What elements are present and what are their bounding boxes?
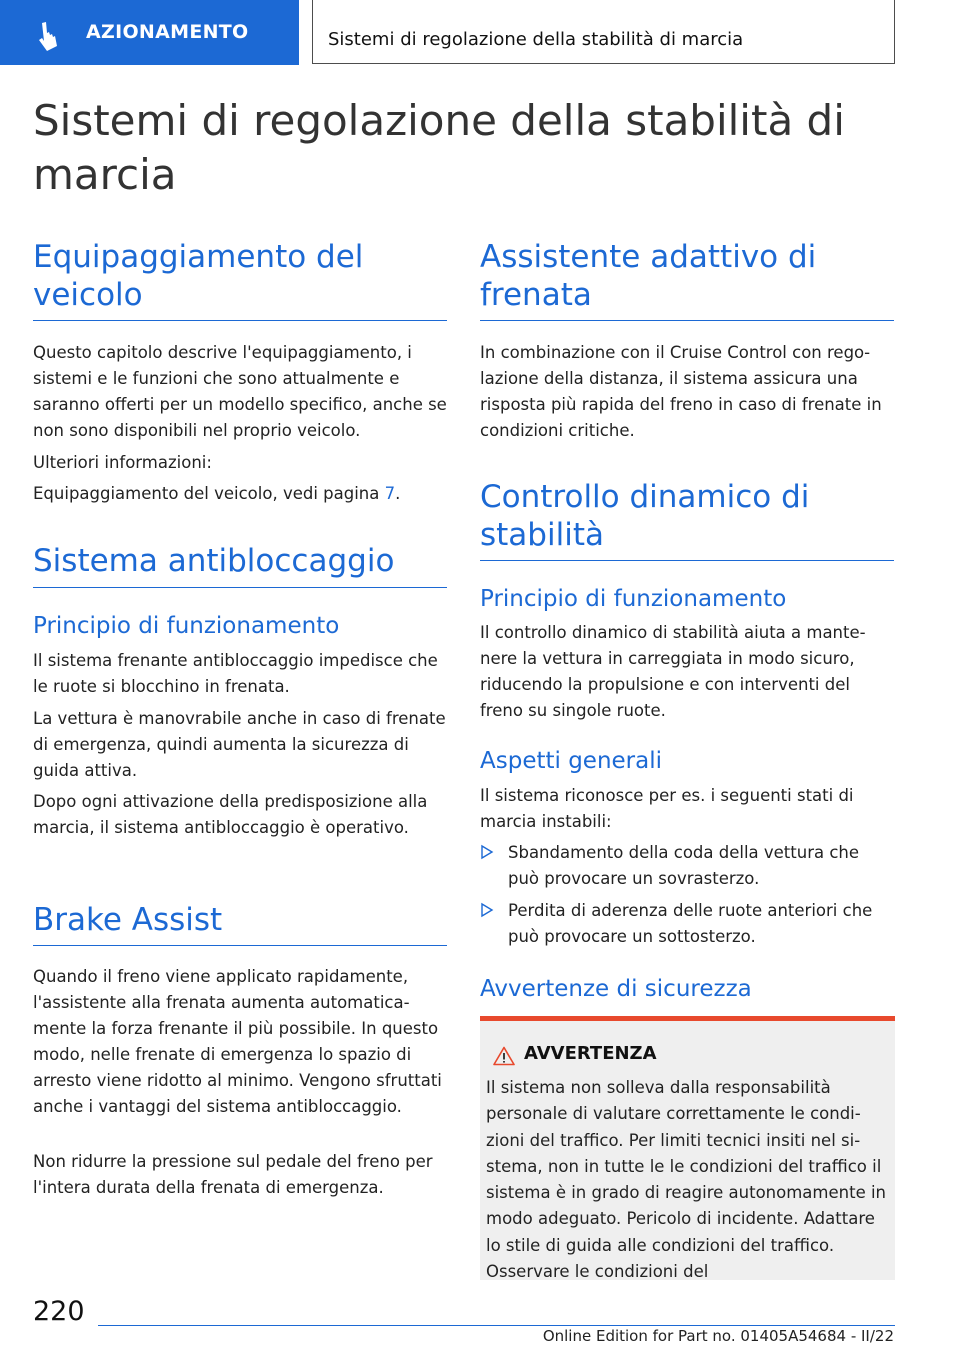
paragraph: Dopo ogni attivazione della predisposizione alla marcia, il sistema antibloccaggio è operativo. <box>33 792 428 837</box>
subheading-aspetti-generali: Aspetti generali <box>480 748 663 774</box>
heading-equipaggiamento: Equipaggiamento del veicolo <box>33 239 364 313</box>
heading-sistema-antibloccaggio: Sistema antibloccaggio <box>33 543 395 579</box>
paragraph: Il sistema riconosce per es. i seguenti stati di marcia instabili: <box>480 786 854 831</box>
paragraph: Non ridurre la pressione sul pedale del freno per l'intera durata della frenata di emergenza. <box>33 1152 433 1197</box>
footer-edition: Online Edition for Part no. 01405A54684 - II/22 <box>542 1327 894 1345</box>
section-title: AZIONAMENTO <box>86 21 249 43</box>
warning-title: AVVERTENZA <box>524 1043 657 1064</box>
paragraph: La vettura è manovrabile anche in caso di frenate di emergenza, quindi aumenta la sicurezza di guida attiva. <box>33 709 446 780</box>
subheading-avvertenze: Avvertenze di sicurezza <box>480 976 752 1002</box>
warning-text: Il sistema non solleva dalla responsabilità personale di valutare correttamente le condizioni del traffico. Per limiti tecnici insiti nel sistema, non in tutte le le condizioni del traffico il sistema è in grado di reagire autonomamente in modo adeguato. Pericolo di incidente. Adattare lo stile di guida alle condizioni del traffico. Osservare le condizioni del <box>486 1078 887 1280</box>
paragraph: In combinazione con il Cruise Control con regolazione della distanza, il sistema assicura una risposta più rapida del freno in caso di frenate in condizioni critiche. <box>480 343 882 440</box>
footer-rule <box>98 1325 895 1326</box>
warning-box <box>480 1016 895 1280</box>
page-title: Sistemi di regolazione della stabilità di marcia <box>33 96 845 199</box>
subheading-principio: Principio di funzionamento <box>480 586 787 612</box>
section-tab[interactable] <box>0 0 299 65</box>
heading-rule <box>33 587 447 588</box>
warning-triangle-icon <box>493 1046 515 1066</box>
chapter-header <box>312 0 895 64</box>
triangle-bullet-icon <box>480 844 494 860</box>
paragraph: Il sistema frenante antibloccaggio impedisce che le ruote si blocchino in frenata. <box>33 651 438 696</box>
heading-rule <box>480 320 894 321</box>
heading-rule <box>33 320 447 321</box>
heading-controllo-dinamico: Controllo dinamico di stabilità <box>480 479 810 553</box>
paragraph-reference: Equipaggiamento del veicolo, vedi pagina 7. <box>33 484 401 503</box>
triangle-bullet-icon <box>480 902 494 918</box>
hand-pointer-icon <box>33 20 67 54</box>
paragraph: Il controllo dinamico di stabilità aiuta a mantenere la vettura in carreggiata in modo sicuro, riducendo la propulsione e con interventi del freno su singole ruote. <box>480 623 866 720</box>
page-link[interactable]: 7 <box>384 484 396 503</box>
paragraph: Questo capitolo descrive l'equipaggiamento, i sistemi e le funzioni che sono attualmente e saranno offerti per un modello specifico, anche se non sono disponibili nel proprio veicolo. <box>33 343 447 440</box>
heading-brake-assist: Brake Assist <box>33 902 223 938</box>
page-number: 220 <box>33 1296 85 1327</box>
heading-rule <box>480 560 894 561</box>
paragraph: Ulteriori informazioni: <box>33 453 212 472</box>
heading-rule <box>33 945 447 946</box>
chapter-title: Sistemi di regolazione della stabilità di marcia <box>328 29 744 50</box>
subheading-principio: Principio di funzionamento <box>33 613 340 639</box>
heading-assistente-adattivo: Assistente adattivo di frenata <box>480 239 817 313</box>
paragraph: Quando il freno viene applicato rapidamente, l'assistente alla frenata aumenta automaticamente la forza frenante il più possibile. In questo modo, nelle frenate di emergenza lo spazio di arresto viene ridotto al minimo. Vengono sfruttati anche i vantaggi del sistema antibloccaggio. <box>33 967 442 1116</box>
